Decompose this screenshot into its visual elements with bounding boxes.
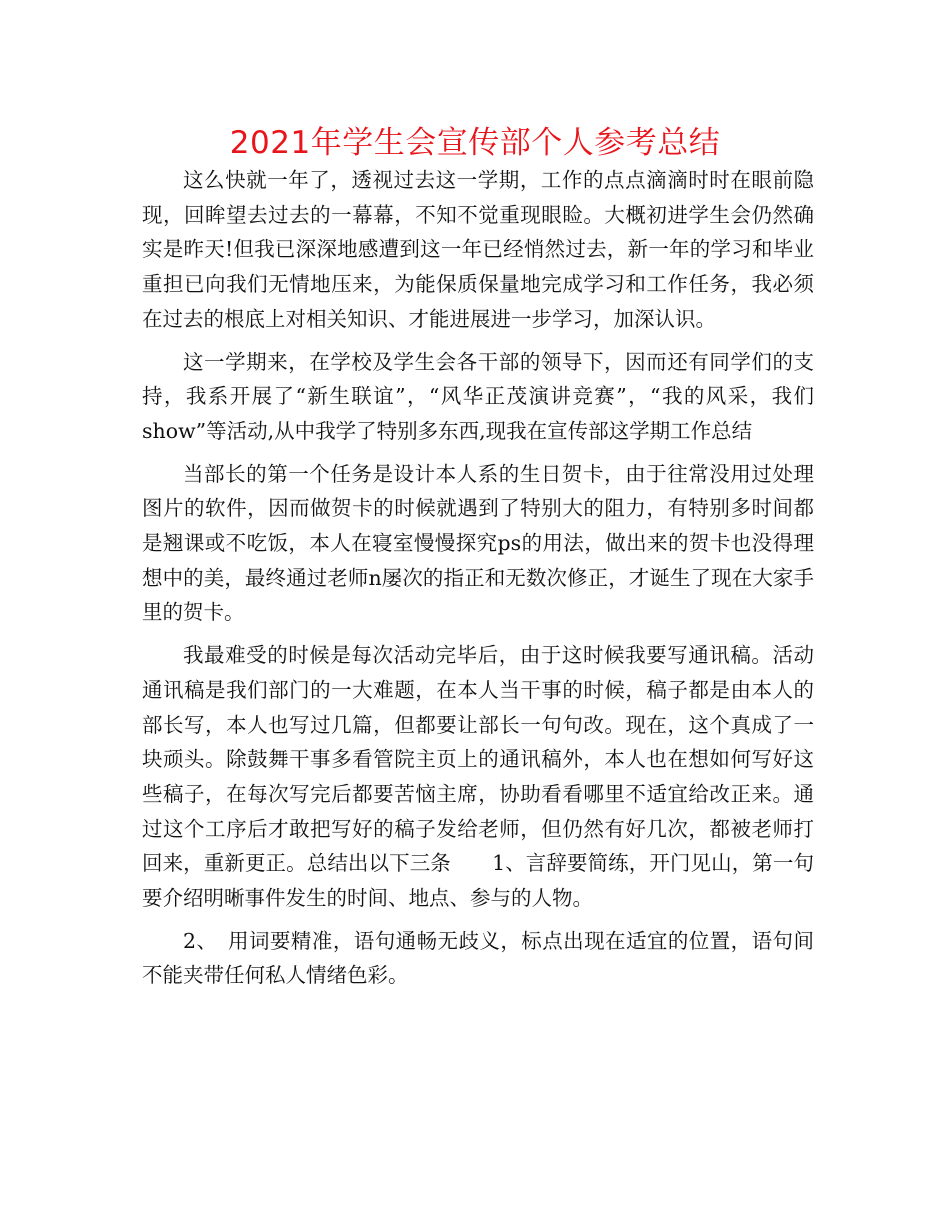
document-title: 2021年学生会宣传部个人参考总结	[229, 125, 721, 161]
paragraph-intro: 这么快就一年了，透视过去这一学期，工作的点点滴滴时时在眼前隐现，回眸望去过去的一幕幕，不知不觉重现眼睑。大概初进学生会仍然确实是昨天!但我已深深地感遭到这一年已经悄然过去，新一年的学习和毕业重担已向我们无情地压来，为能保质保量地完成学习和工作任务，我必须在过去的根底上对相关知识、才能进展进一步学习，加深认识。	[142, 168, 814, 331]
paragraph-birthday-card: 当部长的第一个任务是设计本人系的生日贺卡，由于往常没用过处理图片的软件，因而做贺卡的时候就遇到了特别大的阻力，有特别多时间都是翘课或不吃饭，本人在寝室慢慢探究ps的用法，做出来的贺卡也没得理想中的美，最终通过老师n屡次的指正和无数次修正，才诞生了现在大家手里的贺卡。	[142, 461, 814, 625]
document-body	[142, 163, 814, 993]
paragraph-activities: 这一学期来，在学校及学生会各干部的领导下，因而还有同学们的支持，我系开展了“新生联谊”，“风华正茂演讲竞赛”，“我的风采，我们show”等活动,从中我学了特别多东西,现我在宣传部这学期工作总结	[142, 349, 814, 443]
paragraph-point-two: 2、 用词要精准，语句通畅无歧义，标点出现在适宜的位置，语句间不能夹带任何私人情绪色彩。	[142, 928, 814, 988]
paragraph-news-writing: 我最难受的时候是每次活动完毕后，由于这时候我要写通讯稿。活动通讯稿是我们部门的一大难题，在本人当干事的时候，稿子都是由本人的部长写，本人也写过几篇，但都要让部长一句句改。现在，这个真成了一块顽头。除鼓舞干事多看管院主页上的通讯稿外，本人也在想如何写好这些稿子，在每次写完后都要苦恼主席，协助看看哪里不适宜给改正来。通过这个工序后才敢把写好的稿子发给老师，但仍然有好几次，都被老师打回来，重新更正。总结出以下三条 1、言辞要简练，开门见山，第一句要介绍明晰事件发生的时间、地点、参与的人物。	[142, 643, 814, 911]
